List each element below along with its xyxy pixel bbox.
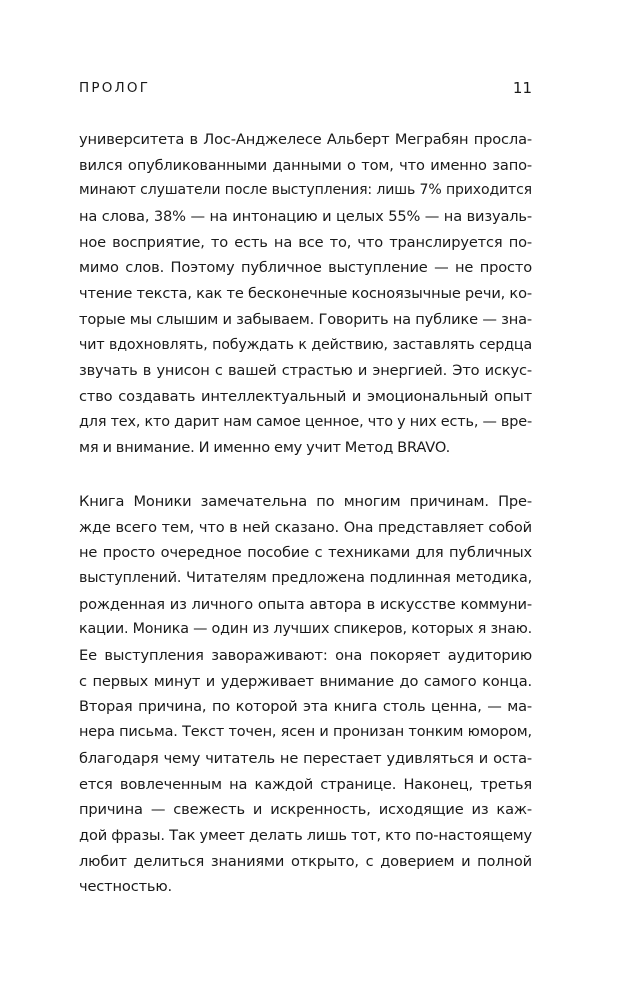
section-title: ПРОЛОГ bbox=[79, 80, 151, 96]
paragraph-2 bbox=[79, 489, 532, 900]
text-line: Ее выступления завораживают: она покоряет аудиторию bbox=[79, 647, 532, 665]
text-line: благодаря чему читатель не перестает удивляться и оста- bbox=[79, 749, 532, 767]
text-line: честностью. bbox=[79, 878, 172, 896]
text-line: любит делиться знаниями открыто, с доверием и полной bbox=[79, 852, 532, 870]
page-number: 11 bbox=[512, 79, 532, 97]
text-line: на слова, 38% — на интонацию и целых 55% — на визуаль- bbox=[79, 208, 532, 226]
text-line: вился опубликованными данными о том, что именно запо- bbox=[79, 156, 532, 174]
text-line: ется вовлеченным на каждой странице. Наконец, третья bbox=[79, 775, 532, 793]
text-line: чтение текста, как те бесконечные косноязычные речи, ко- bbox=[79, 285, 532, 303]
text-line: минают слушатели после выступления: лишь 7% приходится bbox=[79, 182, 532, 199]
text-line: ное восприятие, то есть на все то, что транслируется по- bbox=[79, 233, 532, 251]
body-text bbox=[79, 127, 532, 900]
text-line: мя и внимание. И именно ему учит Метод BRAVO. bbox=[79, 439, 451, 457]
text-line: жде всего тем, что в ней сказано. Она представляет собой bbox=[79, 518, 532, 536]
text-line: причина — свежесть и искренность, исходящие из каж- bbox=[79, 801, 532, 819]
text-line: Вторая причина, по которой эта книга столь ценна, — ма- bbox=[79, 698, 532, 716]
text-line: выступлений. Читателям предложена подлинная методика, bbox=[79, 570, 532, 586]
text-line: для тех, кто дарит нам самое ценное, что у них есть, — вре- bbox=[79, 413, 532, 430]
text-line: мимо слов. Поэтому публичное выступление — не просто bbox=[79, 259, 532, 277]
text-line: нера письма. Текст точен, ясен и пронизан тонким юмором, bbox=[79, 724, 532, 741]
text-line: звучать в унисон с вашей страстью и энергией. Это искус- bbox=[79, 362, 532, 380]
text-line: не просто очередное пособие с техниками для публичных bbox=[79, 544, 532, 562]
text-line: торые мы слышим и забываем. Говорить на публике — зна- bbox=[79, 310, 532, 328]
paragraph-1 bbox=[79, 127, 532, 461]
text-line: кации. Моника — один из лучших спикеров, которых я знаю. bbox=[79, 621, 532, 638]
text-line: рожденная из личного опыта автора в искусстве коммуни- bbox=[79, 595, 532, 613]
text-line: ство создавать интеллектуальный и эмоциональный опыт bbox=[79, 387, 532, 405]
text-line: с первых минут и удерживает внимание до самого конца. bbox=[79, 672, 532, 690]
text-line: университета в Лос-Анджелесе Альберт Меграбян просла- bbox=[79, 131, 532, 148]
text-line: чит вдохновлять, побуждать к действию, заставлять сердца bbox=[79, 336, 532, 353]
text-line: Книга Моники замечательна по многим причинам. Пре- bbox=[79, 492, 532, 510]
text-line: дой фразы. Так умеет делать лишь тот, кто по-настоящему bbox=[79, 826, 532, 844]
running-header bbox=[79, 76, 532, 100]
